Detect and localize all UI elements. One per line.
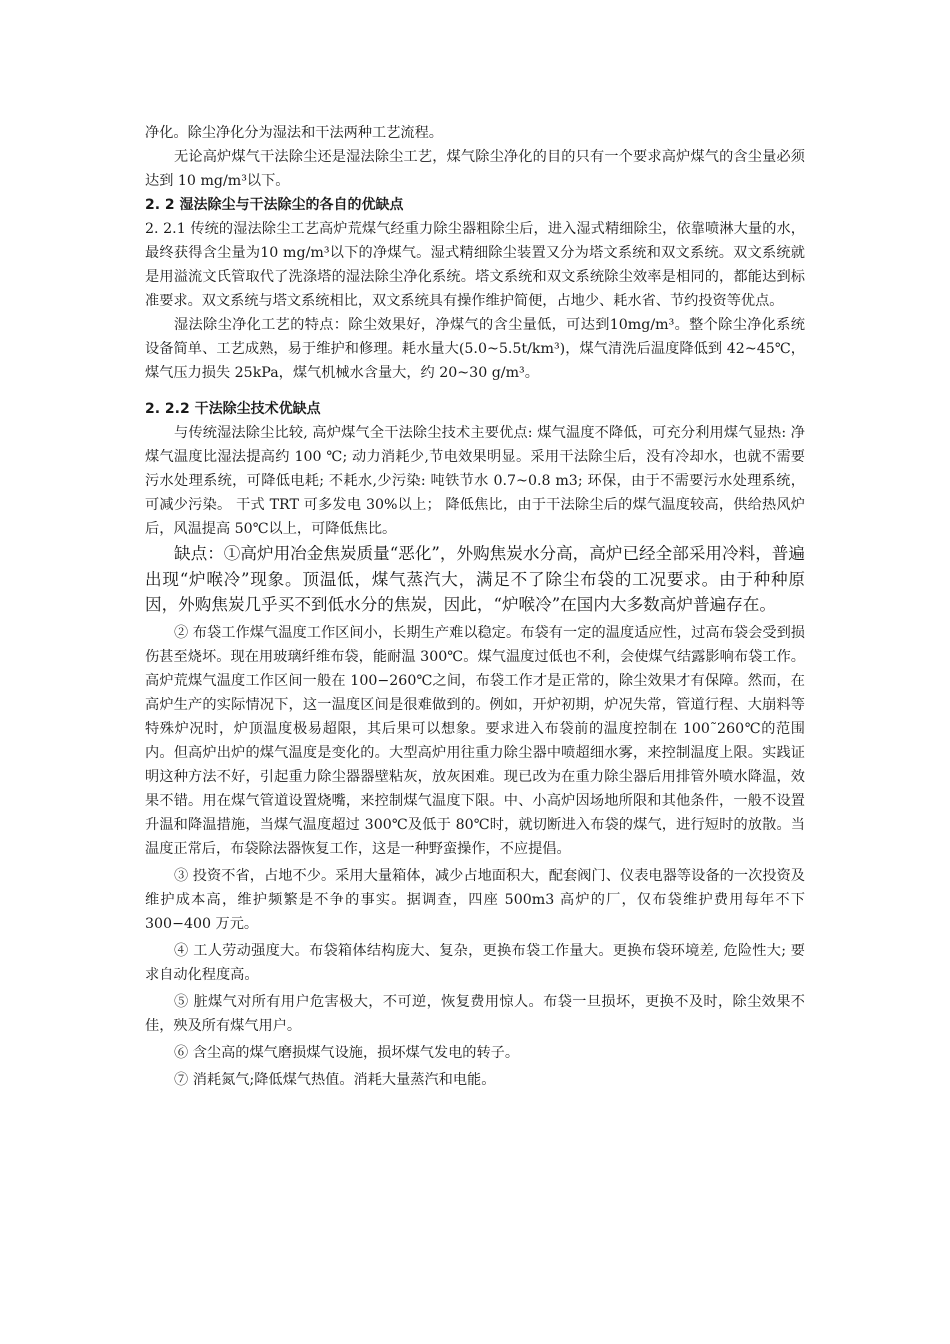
paragraph-disadvantage-2: ② 布袋工作煤气温度工作区间小，长期生产难以稳定。布袋有一定的温度适应性，过高布袋会受到损伤甚至烧坏。现在用玻璃纤维布袋，能耐温 300℃。煤气温度过低也不利，会使煤气结露影响布袋工作。高炉荒煤气温度工作区间一般在 100−260℃之间，布袋工作才是正常的，除尘效果才有保障。然而，在高炉生产的实际情况下，这一温度区间是很难做到的。例如，开炉初期，炉况失常，管道行程、大崩料等特殊炉况时，炉顶温度极易超限，其后果可以想象。要求进入布袋前的温度控制在 100˜260℃的范围内。但高炉出炉的煤气温度是变化的。大型高炉用往重力除尘器中喷超细水雾，来控制温度上限。实践证明这种方法不好，引起重力除尘器器壁粘灰，放灰困难。现已改为在重力除尘器后用排管外喷水降温，效果不错。用在煤气管道设置烧嘴，来控制煤气温度下限。中、小高炉因场地所限和其他条件，一般不设置升温和降温措施，当煤气温度超过 300℃及低于 80℃时，就切断进入布袋的煤气，进行短时的放散。当温度正常后，布袋除法器恢复工作，这是一种野蛮操作，不应提倡。: [145, 624, 805, 857]
paragraph-disadvantage-4: ④ 工人劳动强度大。布袋箱体结构庞大、复杂，更换布袋工作量大。更换布袋环境差, 危险性大; 要求自动化程度高。: [145, 942, 805, 983]
paragraph-dry-advantages: 与传统湿法除尘比较, 高炉煤气全干法除尘技术主要优点: 煤气温度不降低，可充分利用煤气显热: 净煤气温度比湿法提高约 100 ℃; 动力消耗少,节电效果明显。采用干法除尘后，没有冷却水，也就不需要污水处理系统，可降低电耗; 不耗水,少污染: 吨铁节水 0.7~0.8 m3; 环保，由于不需要污水处理系统，可减少污染。 干式 TRT 可多发电 30%以上； 降低焦比，由于干法除尘后的煤气温度较高，供给热风炉后，风温提高 50℃以上，可降低焦比。: [145, 425, 805, 537]
paragraph-disadvantage-3: ③ 投资不省，占地不少。采用大量箱体，减少占地面积大，配套阀门、仪表电器等设备的一次投资及维护成本高，维护频繁是不争的事实。据调查，四座 500m3 高炉的厂，仅布袋维护费用每年不下 300−400 万元。: [145, 867, 805, 932]
intro-paragraph-2: 无论高炉煤气干法除尘还是湿法除尘工艺，煤气除尘净化的目的只有一个要求高炉煤气的含尘量必须达到 10 mg/m³以下。: [145, 149, 805, 189]
paragraph-disadvantage-1: 缺点：①高炉用冶金焦炭质量“恶化”，外购焦炭水分高，高炉已经全部采用冷料，普遍出现“炉喉冷”现象。顶温低，煤气蒸汽大，满足不了除尘布袋的工况要求。由于种种原因，外购焦炭几乎买不到低水分的焦炭，因此，“炉喉冷”在国内大多数高炉普遍存在。: [145, 544, 805, 614]
disadvantage-1-block: [145, 541, 805, 618]
paragraph-2-2-1: 2. 2.1 传统的湿法除尘工艺高炉荒煤气经重力除尘器粗除尘后，进入湿式精细除尘，依靠喷淋大量的水，最终获得含尘量为10 mg/m³以下的净煤气。湿式精细除尘装置又分为塔文系统和双文系统。双文系统就是用溢流文氏管取代了洗涤塔的湿法除尘净化系统。塔文系统和双文系统除尘效率是相同的，都能达到标准要求。双文系统与塔文系统相比，双文系统具有操作维护简便，占地少、耗水省、节约投资等优点。: [145, 221, 805, 309]
section-heading-2-2: 2. 2 湿法除尘与干法除尘的各自的优缺点: [145, 197, 404, 213]
intro-line-1: 净化。除尘净化分为湿法和干法两种工艺流程。: [145, 125, 443, 141]
paragraph-disadvantage-7: ⑦ 消耗氮气;降低煤气热值。消耗大量蒸汽和电能。: [174, 1071, 496, 1088]
paragraph-disadvantage-6: ⑥ 含尘高的煤气磨损煤气设施，损坏煤气发电的转子。: [174, 1044, 520, 1061]
paragraph-wet-features: 湿法除尘净化工艺的特点：除尘效果好，净煤气的含尘量低，可达到10mg/m³。整个除尘净化系统设备简单、工艺成熟，易于维护和修理。耗水量大(5.0~5.5t/km³)，煤气清洗后温度降低到 42~45℃，煤气压力损失 25kPa，煤气机械水含量大，约 20~30 g/m³。: [145, 317, 805, 381]
section-heading-2-2-2: 2. 2.2 干法除尘技术优缺点: [145, 401, 321, 417]
paragraph-disadvantage-5: ⑤ 脏煤气对所有用户危害极大，不可逆，恢复费用惊人。布袋一旦损坏，更换不及时，除尘效果不佳，殃及所有煤气用户。: [145, 993, 805, 1034]
document-page: [145, 121, 805, 1092]
